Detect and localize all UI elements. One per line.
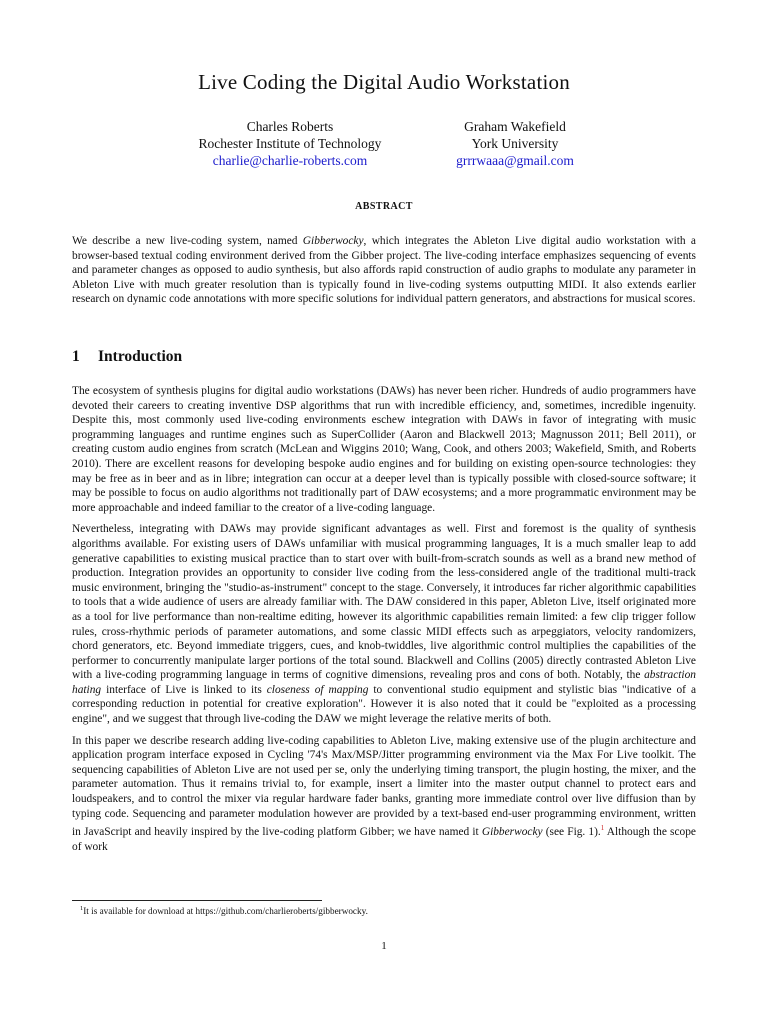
author-block-2 [410, 118, 620, 169]
paragraph-1: The ecosystem of synthesis plugins for digital audio workstations (DAWs) has never been richer. Hundreds of audio programmers have devoted their careers to creating inventive DSP algorithms that run with incredible efficiency, and, sometimes, incredible ingenuity. Despite this, most commonly used live-coding environments eschew integration with DAWs in favor of integrating with music programming languages and runtime engines such as SuperCollider (Aaron and Blackwell 2013; Magnusson 2011; Bell 2011), or creating custom audio engines from scratch (McLean and Wiggins 2010; Wang, Cook, and others 2003; Wakefield, Smith, and Roberts 2010). There are excellent reasons for developing bespoke audio engines and for building on existing open-source technologies: they may be free as in beer and as in libre; integration can occur at a deeper level than is typically possible with closed-source software; it may be possible to focus on audio algorithms not traditionally part of DAW ecosystems; and a more programmatic environment may be more approachable and indeed familiar to the creator of a live-coding language. [72, 385, 696, 514]
footnote-divider [72, 900, 322, 901]
footnote-marker: 1 [80, 905, 84, 912]
author-name: Graham Wakefield [464, 119, 566, 134]
paragraph-part: Although the scope of work [72, 826, 696, 853]
author-name: Charles Roberts [246, 119, 334, 134]
section-heading [72, 348, 182, 366]
emphasis: abstraction hating [72, 669, 696, 696]
section-title: Introduction [98, 348, 183, 365]
paragraph-part: interface of Live is linked to its [101, 683, 267, 696]
author-email-link[interactable]: charlie@charlie-roberts.com [212, 153, 368, 168]
paragraph-2 [72, 522, 696, 726]
section-number: 1 [72, 348, 80, 365]
paragraph-part: In this paper we describe research adding live-coding capabilities to Ableton Live, making extensive use of the plugin architecture and application program interface exposed in Cycling '74's Max/MSP/Jitter programming environment via the Max For Live toolkit. The sequencing capabilities of Ableton Live are not used per se, only the underlying timing transport, the plugin hosting, the mixer, and the parameter automation. Thus it remains trivial to, for example, insert a limiter into the master output channel to protect ears and loudspeakers, and to control the mixer via regular hardware fader banks, granting more immediate control over live diffusion than by typing code. Sequencing and parameter modulation however are provided by a text-based end-user programming environment, written in JavaScript and heavily inspired by the live-coding platform Gibber; we have named it [72, 734, 696, 839]
system-name: Gibberwocky [302, 235, 364, 247]
paragraph-part: to conventional studio equipment and stylistic bias "indicative of a corresponding reduction in potential for creative exploration". However it is also noted that it could be "exploited as a processing engine", and we suggest that through live-coding the DAW we might leverage the relative merits of both. [72, 683, 696, 726]
paragraph-part: Nevertheless, integrating with DAWs may provide significant advantages as well. First and foremost is the quality of synthesis algorithms available. For existing users of DAWs unfamiliar with musical programming languages, It is a much smaller leap to add generative capabilities to existing musical practice than to start over with built-from-scratch sounds as well as a brand new method of production. Integration provides an opportunity to consider live coding from the less-considered angle of the traditional multi-track music environment, bringing the "studio-as-instrument" concept to the stage. Conversely, it introduces far richer algorithmic capabilities to tools that a wide audience of users are already familiar with. The DAW considered in this paper, Ableton Live, itself originated more as a tool for live performance than non-realtime editing, however its algorithmic capabilities remain limited: a few clip trigger follow rules, cross-rhythmic periods of parameter automations, and some classic MIDI effects such as arpeggiators, velocity randomizers, chord generators, etc. Beyond immediate triggers, cues, and knob-twiddles, live algorithmic control multiplies the capabilities of the performer to concurrently manipulate larger portions of the total sound. Blackwell and Collins (2005) directly contrasted Ableton Live with a live-coding programming language in terms of cognitive dimensions, revealing pros and cons of both. Notably, the [72, 523, 696, 682]
author-affiliation: Rochester Institute of Technology [198, 136, 382, 151]
paragraph-3 [72, 734, 696, 855]
emphasis: Gibberwocky [481, 826, 543, 839]
abstract-text-part: , which integrates the Ableton Live digital audio workstation with a browser-based textual coding environment derived from the Gibber project. The live-coding interface emphasizes sequencing of events and parameter changes as opposed to audio synthesis, but also affords rapid construction of audio graphs to modulate any parameter in Ableton Live with much greater resolution than is typically found in live-coding systems outputting MIDI. It also extends earlier research on dynamic code annotations with more specific solutions for individual pattern generators, and abstractions for musical scores. [72, 235, 696, 306]
abstract-text [72, 234, 696, 307]
abstract-text-part: We describe a new live-coding system, named [72, 235, 303, 247]
body-text [72, 384, 696, 861]
paper-title: Live Coding the Digital Audio Workstation [198, 70, 570, 94]
paragraph-part: (see Fig. 1). [542, 826, 601, 839]
author-affiliation: York University [471, 136, 559, 151]
author-email-link[interactable]: grrrwaaa@gmail.com [456, 153, 574, 168]
footnote-ref-link[interactable]: 1 [600, 824, 605, 833]
footnote [80, 905, 680, 916]
emphasis: closeness of mapping [266, 683, 369, 696]
author-block-1 [175, 118, 405, 169]
page-number: 1 [381, 940, 387, 952]
footnote-text: It is available for download at https://github.com/charlieroberts/gibberwocky. [83, 906, 368, 917]
abstract-heading: ABSTRACT [355, 201, 413, 212]
